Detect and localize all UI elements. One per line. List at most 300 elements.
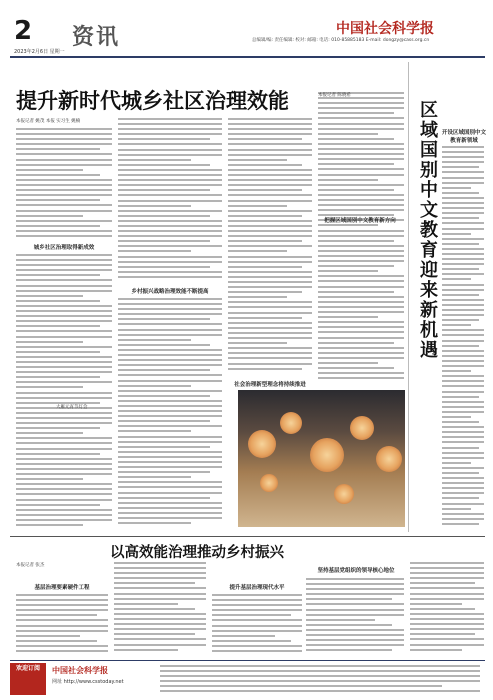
text-line (318, 275, 404, 277)
text-line (318, 245, 404, 247)
text-line (114, 577, 206, 579)
text-line (118, 323, 222, 325)
text-line (118, 476, 191, 478)
text-line (442, 492, 484, 494)
text-line (114, 623, 206, 625)
text-line (442, 360, 484, 362)
text-line (318, 296, 404, 298)
text-line (16, 599, 108, 601)
bottom-subhead-1: 基层治理要素硬件工程 (34, 585, 90, 591)
text-line (228, 159, 287, 161)
text-line (318, 184, 404, 186)
text-line (318, 331, 404, 333)
text-line (118, 205, 191, 207)
text-line (306, 609, 404, 611)
text-line (118, 369, 210, 371)
text-line (228, 337, 312, 339)
text-line (442, 497, 479, 499)
text-line (118, 159, 191, 161)
text-line (118, 502, 222, 504)
text-line (442, 171, 484, 173)
text-line (442, 197, 484, 199)
text-line (212, 619, 302, 621)
text-line (114, 587, 206, 589)
bottom-col-5-text (410, 562, 484, 656)
text-line (442, 482, 484, 484)
text-line (442, 380, 484, 382)
text-line (228, 169, 312, 171)
text-line (228, 154, 312, 156)
text-line (16, 215, 83, 217)
text-line (442, 513, 484, 515)
text-line (16, 230, 112, 232)
text-line (410, 598, 484, 600)
text-line (212, 625, 302, 627)
text-line (318, 306, 404, 308)
text-line (16, 174, 100, 176)
text-line (16, 609, 108, 611)
text-line (442, 401, 484, 403)
text-line (306, 634, 404, 636)
text-line (118, 118, 222, 120)
text-line (318, 204, 404, 206)
text-line (16, 295, 83, 297)
page-number: 2 (14, 16, 33, 46)
text-line (16, 361, 112, 363)
main-col-3-text (228, 118, 312, 378)
lantern-festival-photo (238, 390, 405, 527)
text-line (318, 377, 404, 379)
text-line (410, 623, 484, 625)
text-line (118, 471, 210, 473)
text-line (442, 396, 479, 398)
text-line (410, 644, 484, 646)
text-line (118, 271, 222, 273)
text-line (16, 635, 80, 637)
text-line (114, 628, 206, 630)
text-line (318, 143, 404, 145)
text-line (442, 161, 484, 163)
text-line (212, 640, 291, 642)
text-line (118, 451, 222, 453)
text-line (410, 608, 475, 610)
text-line (16, 645, 108, 647)
main-headline: 提升新时代城乡社区治理效能 (16, 89, 289, 113)
text-line (114, 618, 206, 620)
text-line (442, 202, 484, 204)
text-line (306, 588, 404, 590)
text-line (442, 284, 484, 286)
text-line (16, 274, 100, 276)
text-line (16, 493, 112, 495)
text-line (228, 220, 312, 222)
text-line (442, 289, 484, 291)
text-line (306, 649, 392, 651)
text-line (16, 169, 83, 171)
text-line (16, 371, 112, 373)
text-line (16, 179, 112, 181)
text-line (228, 149, 312, 151)
text-line (228, 363, 312, 365)
text-line (160, 665, 480, 667)
text-line (118, 169, 222, 171)
text-line (16, 259, 112, 261)
text-line (16, 473, 112, 475)
text-line (118, 334, 222, 336)
text-line (16, 650, 108, 652)
text-line (114, 633, 195, 635)
text-line (16, 463, 112, 465)
text-line (442, 462, 471, 464)
text-line (410, 572, 484, 574)
text-line (16, 264, 112, 266)
text-line (228, 200, 312, 202)
text-line (114, 562, 206, 564)
text-line (118, 220, 222, 222)
main-col-1-text (16, 128, 112, 240)
text-line (318, 250, 404, 252)
text-line (114, 567, 206, 569)
text-line (228, 301, 312, 303)
text-line (442, 375, 484, 377)
text-line (410, 633, 475, 635)
text-line (228, 240, 302, 242)
text-line (16, 614, 97, 616)
text-line (16, 524, 83, 526)
text-line (410, 628, 484, 630)
text-line (118, 492, 222, 494)
text-line (16, 336, 112, 338)
text-line (318, 291, 394, 293)
text-line (16, 422, 112, 424)
right-headline: 区域国别中文教育迎来新机遇 (417, 100, 438, 360)
text-line (228, 306, 312, 308)
text-line (318, 347, 404, 349)
text-line (118, 235, 222, 237)
text-line (228, 184, 312, 186)
text-line (16, 499, 112, 501)
text-line (118, 329, 222, 331)
text-line (118, 415, 222, 417)
text-line (318, 174, 404, 176)
text-line (16, 133, 112, 135)
text-line (228, 342, 287, 344)
text-line (228, 118, 312, 120)
text-line (16, 356, 112, 358)
text-line (318, 311, 404, 313)
text-line (228, 322, 312, 324)
text-line (118, 210, 222, 212)
bottom-col-1-text (16, 594, 108, 656)
main-subhead-2: 乡村振兴战略治理效能不断提高 (131, 289, 209, 295)
text-line (16, 346, 112, 348)
text-line (410, 638, 484, 640)
text-line (118, 436, 222, 438)
text-line (442, 182, 484, 184)
text-line (442, 309, 484, 311)
text-line (16, 381, 112, 383)
footer-logo: 中国社会科学报 (52, 665, 108, 675)
text-line (228, 133, 312, 135)
bottom-col-3-text (212, 594, 302, 656)
text-line (442, 187, 471, 189)
text-line (442, 146, 484, 148)
text-line (318, 235, 404, 237)
text-line (318, 230, 404, 232)
text-line (118, 154, 222, 156)
text-line (118, 313, 222, 315)
text-line (228, 245, 312, 247)
text-line (442, 228, 484, 230)
text-line (228, 291, 302, 293)
text-line (16, 189, 112, 191)
text-line (16, 448, 112, 450)
text-line (118, 364, 222, 366)
text-line (118, 318, 210, 320)
text-line (118, 133, 222, 135)
text-line (118, 261, 222, 263)
text-line (228, 215, 302, 217)
text-line (118, 517, 222, 519)
text-line (442, 294, 479, 296)
text-line (442, 441, 484, 443)
text-line (212, 645, 302, 647)
text-line (228, 194, 312, 196)
text-line (118, 390, 222, 392)
text-line (318, 179, 378, 181)
text-line (318, 117, 404, 119)
text-line (118, 359, 222, 361)
text-line (16, 427, 100, 429)
text-line (228, 352, 312, 354)
text-line (228, 317, 302, 319)
text-line (114, 582, 195, 584)
text-line (318, 240, 394, 242)
text-line (16, 199, 100, 201)
text-line (118, 441, 222, 443)
text-line (228, 123, 312, 125)
text-line (318, 168, 404, 170)
text-line (118, 240, 210, 242)
bottom-byline: 本报记者 张杰 (16, 563, 45, 568)
text-line (16, 138, 112, 140)
masthead-info: 总编辑/编: 责任编辑: 校对: 邮箱: 电话: 010-85885183 E-mail: dongzy@cass.org.cn (252, 38, 430, 43)
text-line (442, 324, 471, 326)
text-line (318, 326, 404, 328)
text-line (114, 572, 206, 574)
text-line (228, 357, 312, 359)
text-line (442, 253, 484, 255)
text-line (160, 675, 480, 677)
main-byline: 本报记者 姚茂 本报 实习生 姚楠 (16, 119, 81, 124)
text-line (118, 308, 222, 310)
text-line (442, 248, 484, 250)
text-line (442, 238, 484, 240)
text-line (442, 345, 479, 347)
text-line (118, 461, 222, 463)
main-col-1b-text (16, 254, 112, 530)
text-line (442, 477, 484, 479)
text-line (118, 344, 210, 346)
text-line (16, 235, 112, 237)
text-line (318, 128, 404, 130)
text-line (318, 342, 394, 344)
text-line (228, 256, 312, 258)
text-line (114, 603, 178, 605)
text-line (16, 392, 112, 394)
text-line (228, 205, 287, 207)
text-line (160, 685, 442, 687)
text-line (118, 486, 222, 488)
text-line (118, 349, 222, 351)
text-line (442, 217, 479, 219)
right-byline: 本报记者 陈晓希 (318, 93, 351, 98)
text-line (16, 437, 112, 439)
text-line (228, 250, 287, 252)
text-line (442, 508, 471, 510)
text-line (212, 630, 302, 632)
text-line (118, 174, 222, 176)
text-line (16, 453, 100, 455)
text-line (410, 567, 484, 569)
text-line (442, 263, 484, 265)
text-line (160, 680, 480, 682)
text-line (212, 650, 302, 652)
text-line (16, 509, 112, 511)
text-line (442, 319, 479, 321)
text-line (228, 210, 312, 212)
text-line (118, 374, 222, 376)
text-line (306, 614, 404, 616)
text-line (318, 265, 394, 267)
text-line (318, 158, 404, 160)
text-line (118, 420, 210, 422)
text-line (118, 339, 191, 341)
text-line (212, 614, 291, 616)
text-line (228, 347, 312, 349)
text-line (118, 456, 222, 458)
text-line (442, 355, 484, 357)
text-line (442, 258, 484, 260)
text-line (228, 271, 312, 273)
text-line (118, 225, 222, 227)
text-line (16, 290, 112, 292)
text-line (16, 366, 112, 368)
text-line (16, 514, 112, 516)
text-line (118, 266, 210, 268)
text-line (442, 222, 484, 224)
text-line (228, 189, 302, 191)
text-line (442, 452, 484, 454)
text-line (442, 472, 479, 474)
text-line (306, 629, 404, 631)
text-line (442, 233, 471, 235)
text-line (118, 425, 222, 427)
text-line (442, 273, 484, 275)
text-line (318, 163, 394, 165)
bottom-rule (10, 536, 485, 537)
text-line (114, 593, 206, 595)
bottom-subhead-3: 坚持基层党组织的领导核心地位 (317, 568, 395, 574)
text-line (16, 488, 112, 490)
text-line (442, 340, 484, 342)
text-line (118, 245, 222, 247)
text-line (212, 635, 275, 637)
text-line (118, 143, 222, 145)
text-line (228, 281, 312, 283)
text-line (118, 276, 222, 278)
main-col-4-text (318, 92, 404, 387)
footer-rule (10, 660, 485, 661)
text-line (16, 594, 108, 596)
text-line (160, 690, 480, 692)
text-line (306, 583, 404, 585)
text-line (118, 512, 222, 514)
text-line (442, 487, 484, 489)
text-line (16, 148, 100, 150)
text-line (228, 164, 302, 166)
bottom-headline: 以高效能治理推动乡村振兴 (110, 545, 284, 561)
bottom-col-4-text (306, 578, 404, 656)
text-line (306, 578, 404, 580)
text-line (16, 478, 83, 480)
text-line (118, 507, 222, 509)
text-line (442, 304, 484, 306)
text-line (212, 604, 302, 606)
text-line (16, 210, 112, 212)
text-line (228, 174, 312, 176)
text-line (16, 519, 112, 521)
main-subhead-1: 城乡社区治理取得新成效 (33, 245, 95, 251)
text-line (228, 312, 312, 314)
text-line (410, 587, 484, 589)
masthead-title: 中国社会科学报 (336, 21, 434, 37)
text-line (442, 192, 479, 194)
text-line (442, 370, 471, 372)
text-line (118, 481, 222, 483)
text-line (114, 608, 195, 610)
header-rule (10, 56, 485, 58)
text-line (118, 123, 222, 125)
text-line (16, 625, 108, 627)
text-line (16, 604, 108, 606)
text-line (16, 128, 112, 130)
text-line (318, 112, 394, 114)
text-line (118, 400, 222, 402)
main-col-2b-text (118, 298, 222, 530)
text-line (442, 207, 484, 209)
text-line (442, 503, 484, 505)
text-line (118, 200, 222, 202)
right-subhead-2: 把握区域国别中文教育新方向 (324, 218, 396, 224)
text-line (16, 412, 112, 414)
text-line (318, 357, 404, 359)
text-line (118, 395, 210, 397)
text-line (228, 179, 312, 181)
footer-website: 网址 http://www.csstoday.net (52, 679, 124, 685)
text-line (318, 199, 404, 201)
text-line (318, 372, 404, 374)
text-line (442, 334, 484, 336)
right-subhead-1: 开设区域国别中文教育新领域 (442, 130, 487, 144)
text-line (442, 243, 479, 245)
text-line (118, 128, 222, 130)
text-line (442, 391, 484, 393)
text-line (118, 256, 222, 258)
text-line (16, 432, 83, 434)
text-line (212, 599, 302, 601)
text-line (228, 327, 312, 329)
